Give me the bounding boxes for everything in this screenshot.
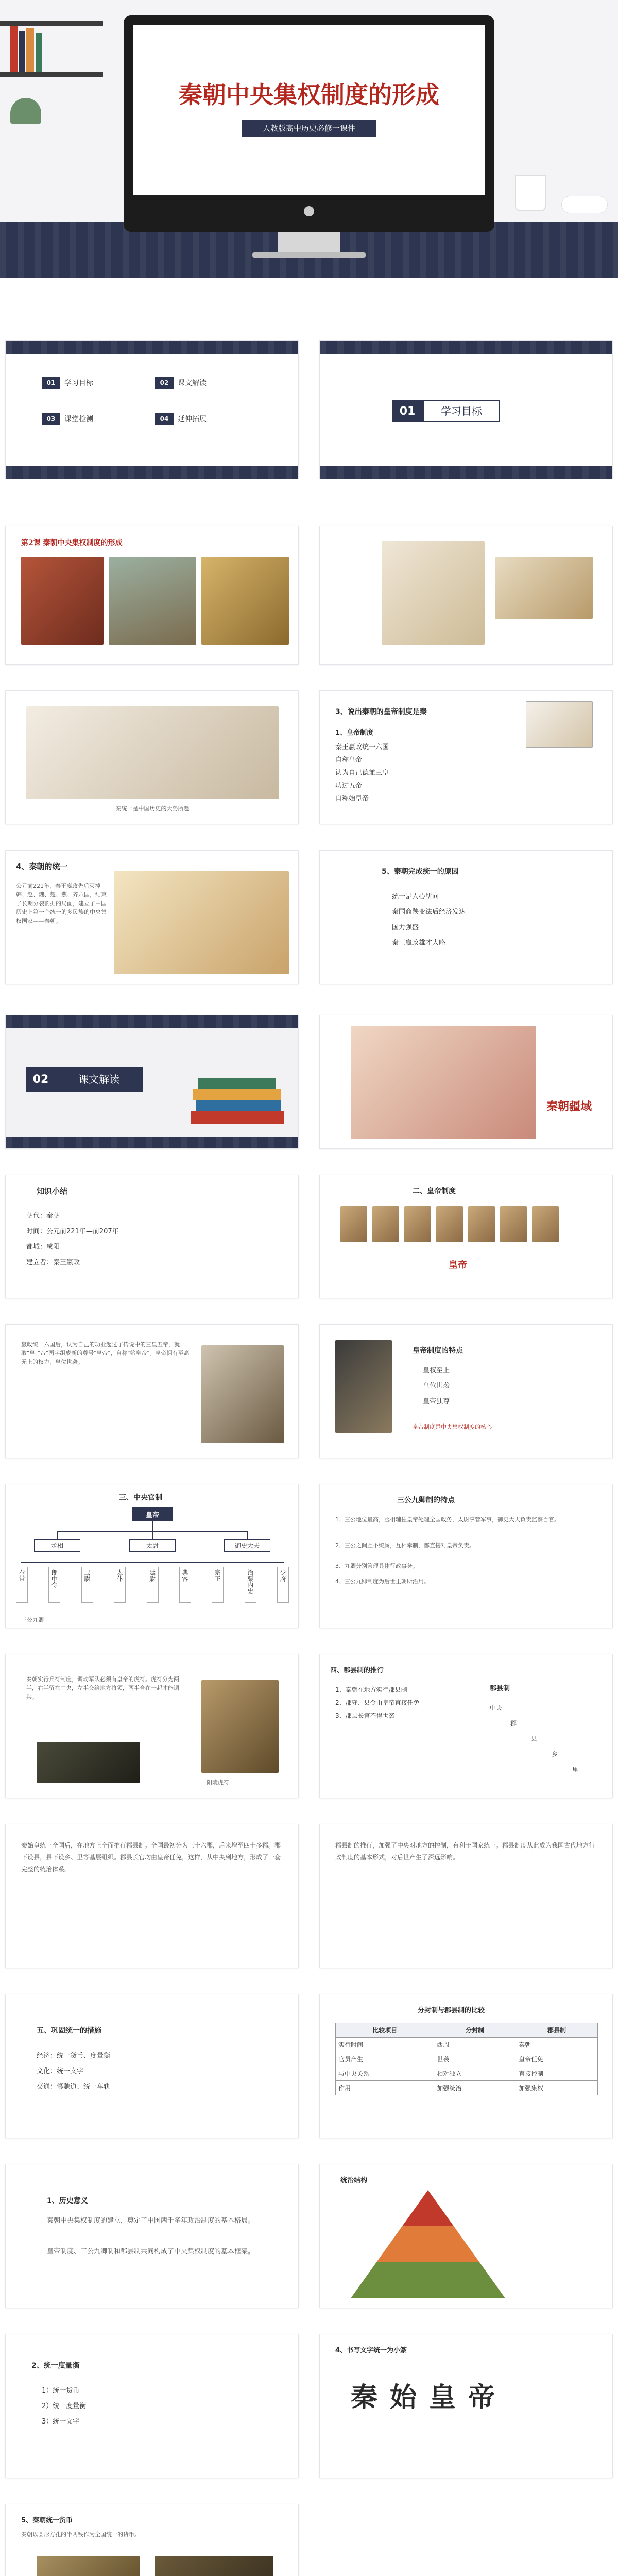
monitor (124, 15, 494, 232)
features-card (319, 1324, 613, 1458)
goals-point-3: 认为自己德兼三皇 (335, 769, 389, 777)
central-row (0, 1479, 618, 1633)
central-top: 皇帝 (132, 1507, 173, 1521)
table-row: 实行时间 西周 秦朝 (336, 2038, 598, 2052)
lesson-caption: 秦统一是中国历史的大势所趋 (115, 805, 190, 812)
agenda-item-3[interactable]: 03 课堂检测 (42, 413, 93, 425)
knowledge-row-2: 时间：公元前221年—前207年 (26, 1228, 119, 1235)
pyramid-diagram (351, 2190, 505, 2298)
emperor-title: 二、皇帝制度 (413, 1187, 456, 1195)
goals-point-2: 自称皇帝 (335, 756, 363, 764)
coins-card (5, 2504, 299, 2576)
cover-slide (0, 0, 618, 278)
summary-item-2: 文化：统一文字 (37, 2067, 84, 2075)
local-diagram-2: 郡 (510, 1720, 517, 1727)
goals-point-4: 功过五帝 (335, 782, 363, 790)
mug-icon (515, 175, 546, 211)
title-card (5, 1324, 299, 1458)
table-row: 与中央关系 相对独立 直接控制 (336, 2066, 598, 2081)
emperor-card (319, 1175, 613, 1298)
local-diagram-3: 县 (531, 1735, 538, 1742)
table-row: 官员产生 世袭 皇帝任免 (336, 2052, 598, 2066)
section-01-card (319, 340, 613, 479)
meaning-right: 皇帝制度、三公九卿制和郡县制共同构成了中央集权制度的基本框架。 (47, 2248, 255, 2256)
sangong-point-3: 3、九卿分别管理具体行政事务。 (335, 1563, 418, 1569)
summary-item-1: 经济：统一货币、度量衡 (37, 2052, 111, 2060)
standard-title: 2、统一度量衡 (31, 2362, 80, 2370)
tiger-card (5, 1654, 299, 1798)
section-01-label: 学习目标 (423, 400, 500, 422)
goals-row (0, 685, 618, 829)
reasons-card (319, 850, 613, 984)
meaning-row (0, 2159, 618, 2313)
coins-title: 5、秦朝统一货币 (21, 2517, 73, 2524)
local-diagram-1: 中央 (490, 1704, 503, 1711)
agenda-item-4[interactable]: 04 延伸拓展 (155, 413, 207, 425)
sangong-card (319, 1484, 613, 1628)
table-row (0, 1989, 618, 2143)
local-diagram-5: 里 (572, 1766, 579, 1773)
section-02-label: 课文解读 (55, 1067, 143, 1092)
tiger-side-image (201, 1680, 279, 1773)
section-02-row (0, 1010, 618, 1154)
agenda-item-1[interactable]: 01 学习目标 (42, 377, 93, 389)
qin-map-image (351, 1026, 536, 1139)
goals-point-5: 自称始皇帝 (335, 795, 369, 803)
lesson-row (0, 515, 618, 670)
monitor-screen (133, 25, 485, 195)
map-label: 秦朝疆域 (546, 1100, 592, 1113)
knowledge-row-4: 建立者：秦王嬴政 (26, 1259, 80, 1266)
central-title: 三、中央官制 (119, 1494, 162, 1502)
goals-point-1: 秦王嬴政统一六国 (335, 743, 389, 751)
writing-row (0, 2329, 618, 2483)
reason-1: 统一是人心所向 (392, 893, 439, 901)
standard-card (5, 2334, 299, 2478)
table-title: 分封制与郡县制的比较 (418, 2007, 485, 2014)
reason-2: 秦国商鞅变法后经济发达 (392, 908, 466, 916)
pyramid-title: 统治结构 (340, 2177, 368, 2184)
section-02-num: 02 (26, 1067, 55, 1092)
knowledge-row (0, 1170, 618, 1303)
unity-heading: 4、秦朝的统一 (16, 862, 68, 871)
tiger-row (0, 1649, 618, 1803)
coins-row (0, 2499, 618, 2576)
goals-point-title: 1、皇帝制度 (335, 729, 374, 737)
reason-3: 国力强盛 (392, 924, 419, 931)
compare-table: 比较项目 分封制 郡县制 实行时间 西周 秦朝 官员产生 世袭 皇帝任免 与中央关系 相对独立 直接控制 作用 加强统治 加强集权 (335, 2023, 598, 2095)
knowledge-row-3: 都城：咸阳 (26, 1243, 60, 1251)
knowledge-heading: 知识小结 (37, 1187, 68, 1196)
features-note: 皇帝制度是中央集权制度的核心 (413, 1423, 492, 1430)
great-wall-image (109, 557, 196, 645)
standard-point-2: 2）统一度量衡 (42, 2402, 87, 2410)
seal-image (526, 701, 593, 748)
emperor-portrait (201, 1345, 284, 1443)
unity-body: 公元前221年，秦王嬴政先后灭掉韩、赵、魏、楚、燕、齐六国，结束了长期分裂割据的局面，建立了中国历史上第一个统一的多民族的中央集权国家——秦朝。 (16, 883, 107, 925)
table-card (319, 1994, 613, 2138)
goals-card (319, 690, 613, 824)
table-row: 作用 加强统治 加强集权 (336, 2081, 598, 2095)
terracotta-image (21, 557, 104, 645)
tiger-tally-image (37, 1742, 140, 1783)
tiger-body: 秦朝实行兵符制度，调动军队必须有皇帝的虎符。虎符分为两半，右半留在中央，左半交给地方将领，两半合在一起才能调兵。 (26, 1676, 179, 1701)
sangong-point-1: 1、三公地位最高，丞相辅佐皇帝处理全国政务，太尉掌管军事，御史大夫负责监察百官。 (335, 1516, 560, 1523)
pyramid-card (319, 2164, 613, 2308)
lesson-heading: 第2课 秦朝中央集权制度的形成 (21, 539, 123, 547)
writing-title: 4、书写文字统一为小篆 (335, 2347, 407, 2354)
carriage-image (26, 706, 279, 799)
local-diagram-4: 乡 (552, 1751, 558, 1758)
feature-3: 皇帝独尊 (423, 1398, 450, 1405)
agenda-row (0, 319, 618, 479)
feature-1: 皇权至上 (423, 1367, 450, 1375)
text-row (0, 1819, 618, 1973)
map-card-small (319, 526, 613, 665)
local-item-2: 2、郡守、县令由皇帝直接任免 (335, 1699, 420, 1706)
local-diagram-title: 郡县制 (490, 1685, 510, 1692)
unity-card (5, 850, 299, 984)
map-detail-image (495, 557, 593, 619)
central-bottom: 奉常 郎中令 卫尉 太仆 廷尉 典客 宗正 治粟内史 少府 (16, 1567, 289, 1603)
emperor-label: 皇帝 (449, 1260, 467, 1270)
qin-image (201, 557, 289, 645)
meaning-body: 秦朝中央集权制度的建立，奠定了中国两千多年政治制度的基本格局。 (47, 2217, 255, 2225)
unity-row (0, 845, 618, 989)
books-icon (191, 1057, 284, 1124)
mouse-icon (561, 196, 608, 213)
central-footer: 三公九卿 (21, 1617, 44, 1623)
title-body: 嬴政统一六国后，认为自己的功业超过了传说中的三皇五帝，就取"皇""帝"两字组成新的尊号"皇帝"，自称"始皇帝"。皇帝拥有至高无上的权力，皇位世袭。 (21, 1341, 190, 1366)
lesson-card (5, 526, 299, 665)
unity-map-image (114, 871, 289, 974)
text-left: 秦始皇统一全国后，在地方上全面推行郡县制。全国最初分为三十六郡，后来增至四十多郡。郡下设县，县下设乡、里等基层组织。郡县长官均由皇帝任免，这样，从中央到地方，形成了一套完整的统治体系。 (21, 1842, 281, 1873)
agenda-list (42, 377, 268, 449)
portraits (340, 1206, 559, 1242)
sangong-point-2: 2、三公之间互不统属，互相牵制，都直接对皇帝负责。 (335, 1542, 475, 1549)
feature-2: 皇位世袭 (423, 1382, 450, 1390)
local-title: 四、郡县制的推行 (330, 1667, 384, 1674)
text-right: 郡县制的推行，加强了中央对地方的控制，有利于国家统一。郡县制度从此成为我国古代地方行政制度的基本形式，对后世产生了深远影响。 (335, 1842, 595, 1861)
title-row (0, 1319, 618, 1463)
meaning-title: 1、历史意义 (47, 2197, 88, 2205)
meaning-card (5, 2164, 299, 2308)
central-mid-2: 太尉 (129, 1539, 176, 1552)
bookshelf (0, 21, 103, 237)
summary-title: 五、巩固统一的措施 (37, 2027, 101, 2035)
local-card (319, 1654, 613, 1798)
section-01-num: 01 (392, 400, 423, 422)
knowledge-card (5, 1175, 299, 1298)
reason-4: 秦王嬴政雄才大略 (392, 939, 446, 947)
writing-card (319, 2334, 613, 2478)
central-card (5, 1484, 299, 1628)
tiger-caption: 阳陵虎符 (207, 1779, 229, 1786)
text-left-card (5, 1824, 299, 1968)
sangong-point-4: 4、三公九卿制度为后世王朝所沿用。 (335, 1578, 430, 1585)
coins-body: 秦朝以圆形方孔的半两钱作为全国统一的货币。 (21, 2531, 140, 2538)
text-right-card (319, 1824, 613, 1968)
cover-subtitle: 人教版高中历史必修一课件 (242, 120, 376, 137)
local-item-1: 1、秦朝在地方实行郡县制 (335, 1686, 407, 1693)
measure-image (155, 2556, 273, 2576)
map-sketch-image (382, 541, 485, 645)
knowledge-row-1: 朝代：秦朝 (26, 1212, 60, 1220)
sangong-title: 三公九卿制的特点 (397, 1496, 455, 1504)
features-title: 皇帝制度的特点 (413, 1347, 463, 1355)
agenda-item-2[interactable]: 02 课文解读 (155, 377, 207, 389)
seal-chars: 秦 始 皇 帝 (351, 2382, 495, 2413)
standard-point-1: 1）统一货币 (42, 2387, 80, 2395)
central-mid-1: 丞相 (34, 1539, 80, 1552)
local-item-3: 3、郡县长官不得世袭 (335, 1712, 395, 1719)
map-card (319, 1015, 613, 1149)
summary-item-3: 交通：修驰道、统一车轨 (37, 2083, 111, 2091)
reasons-title: 5、秦朝完成统一的原因 (382, 868, 459, 876)
central-mid-3: 御史大夫 (224, 1539, 270, 1552)
cover-title: 秦朝中央集权制度的形成 (179, 81, 439, 109)
carriage-card (5, 690, 299, 824)
standard-point-3: 3）统一文字 (42, 2418, 80, 2426)
summary-card (5, 1994, 299, 2138)
statue-image (335, 1340, 392, 1433)
section-02-card (5, 1015, 299, 1149)
goals-item3: 3、说出秦朝的皇帝制度是秦 (335, 708, 427, 716)
agenda-card (5, 340, 299, 479)
coins-image (37, 2556, 140, 2576)
